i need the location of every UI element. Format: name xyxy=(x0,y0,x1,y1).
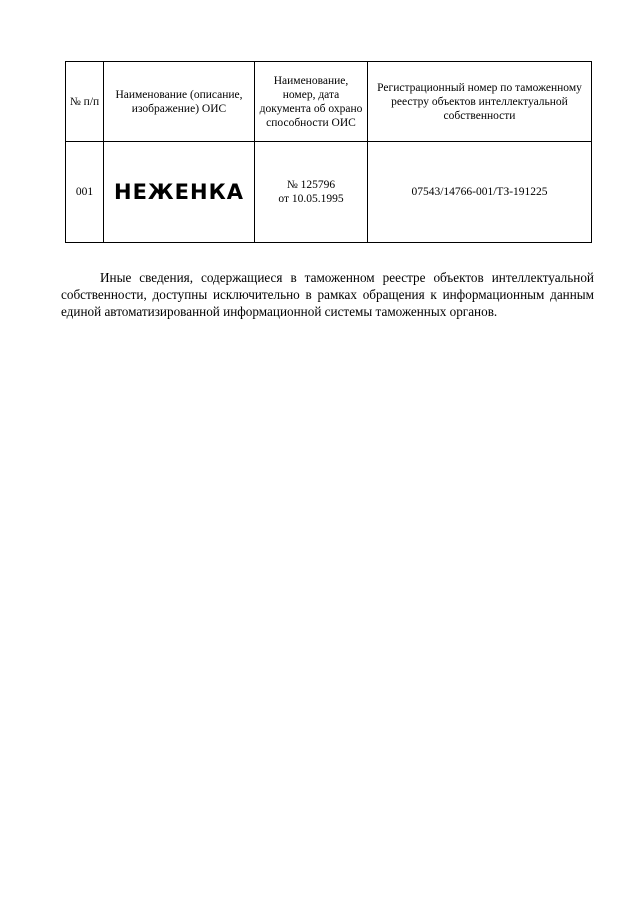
header-document: Наименование, номер, дата документа об охрано способности ОИС xyxy=(255,62,368,142)
header-name: Наименование (описание, изображение) ОИС xyxy=(104,62,255,142)
ois-registry-table xyxy=(65,61,592,243)
row-num: 001 xyxy=(66,142,104,243)
table-row xyxy=(66,142,592,243)
trademark-image: НЕЖЕНКА xyxy=(114,180,244,204)
row-document-cell xyxy=(255,142,368,243)
header-registration: Регистрационный номер по таможенному реестру объектов интеллектуальной собственности xyxy=(368,62,592,142)
doc-number: № 125796 xyxy=(286,179,336,191)
header-num: № п/п xyxy=(66,62,104,142)
note-paragraph: Иные сведения, содержащиеся в таможенном реестре объектов интеллектуальной собственности, доступны исключительно в рамках обращения к информационным данным единой автоматизированной информационной системы таможенных органов. xyxy=(61,270,594,319)
doc-date: от 10.05.1995 xyxy=(278,193,344,205)
table-header-row xyxy=(66,62,592,142)
row-trademark-cell xyxy=(104,142,255,243)
row-registration: 07543/14766-001/ТЗ-191225 xyxy=(368,142,592,243)
